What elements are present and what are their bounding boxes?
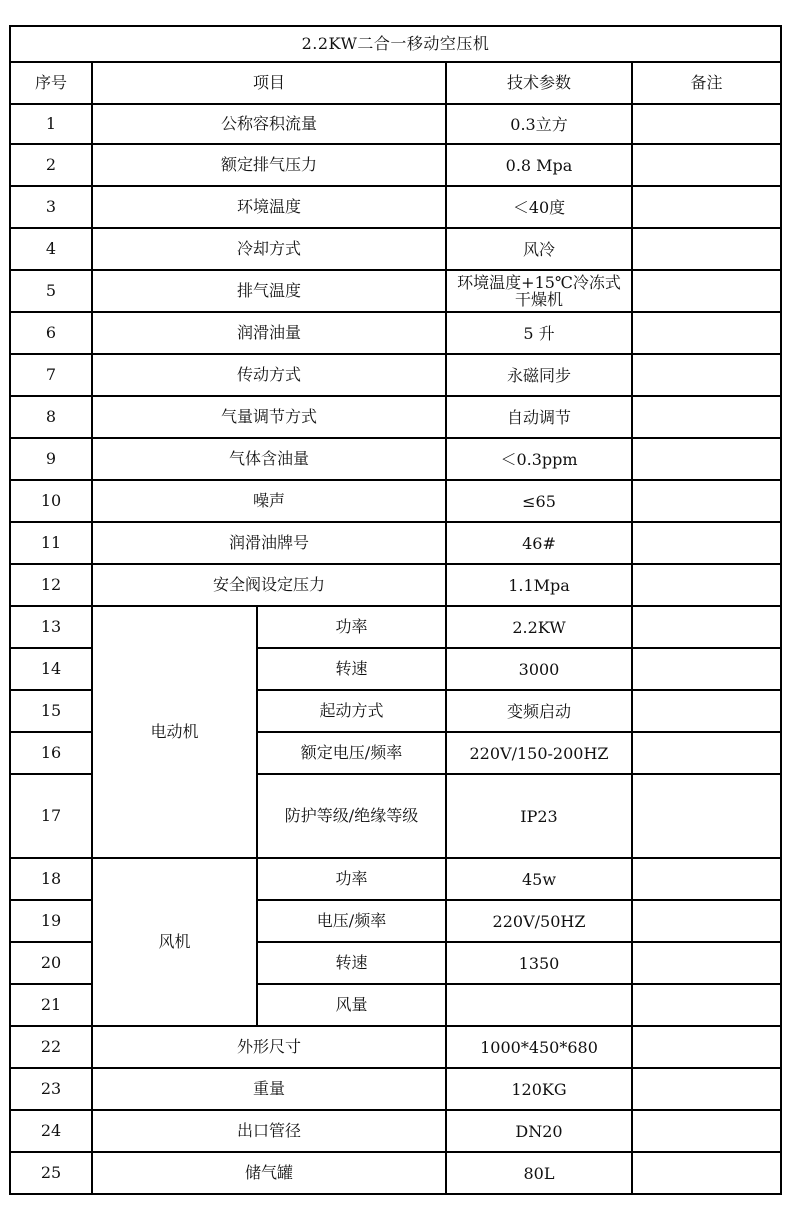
- item-name: 起动方式: [257, 690, 446, 732]
- item-name: 环境温度: [92, 186, 446, 228]
- remark-cell: [632, 648, 781, 690]
- param-value-text: 2.2KW: [512, 617, 566, 637]
- item-name: 储气罐: [92, 1152, 446, 1194]
- item-name: 公称容积流量: [92, 104, 446, 144]
- param-value-text: 变频启动: [506, 701, 571, 721]
- remark-cell: [632, 732, 781, 774]
- item-name: 功率: [257, 858, 446, 900]
- item-name: 润滑油量: [92, 312, 446, 354]
- remark-cell: [632, 228, 781, 270]
- row-number: 12: [10, 564, 92, 606]
- remark-cell: [632, 354, 781, 396]
- table-row: [10, 1152, 781, 1194]
- row-number: 21: [10, 984, 92, 1026]
- table-row: [10, 186, 781, 228]
- remark-cell: [632, 690, 781, 732]
- row-number: 14: [10, 648, 92, 690]
- row-number: 23: [10, 1068, 92, 1110]
- param-value: [446, 774, 632, 858]
- param-value-text: 46#: [522, 533, 556, 553]
- row-number: 25: [10, 1152, 92, 1194]
- remark-cell: [632, 900, 781, 942]
- remark-cell: [632, 270, 781, 312]
- param-value-text: 3000: [518, 659, 560, 679]
- param-value: [446, 312, 632, 354]
- table-row: [10, 104, 781, 144]
- param-value: [446, 186, 632, 228]
- header-remark: 备注: [632, 62, 781, 104]
- param-value-text: 1350: [518, 953, 560, 973]
- remark-cell: [632, 858, 781, 900]
- param-value-text: ≤65: [522, 491, 556, 511]
- group-fan: 风机: [92, 858, 257, 1026]
- row-number: 16: [10, 732, 92, 774]
- item-name: 气量调节方式: [92, 396, 446, 438]
- param-value: [446, 522, 632, 564]
- table-title: 2.2KW二合一移动空压机: [10, 26, 781, 62]
- remark-cell: [632, 480, 781, 522]
- param-value: [446, 438, 632, 480]
- item-name: 功率: [257, 606, 446, 648]
- item-name: 噪声: [92, 480, 446, 522]
- table-row: [10, 228, 781, 270]
- row-number: 3: [10, 186, 92, 228]
- remark-cell: [632, 104, 781, 144]
- remark-cell: [632, 144, 781, 186]
- row-number: 2: [10, 144, 92, 186]
- param-value: [446, 1152, 632, 1194]
- header-row: [10, 62, 781, 104]
- row-number: 24: [10, 1110, 92, 1152]
- param-value-text: ＜0.3ppm: [500, 449, 578, 469]
- param-value-text: ＜40度: [512, 197, 566, 217]
- item-name: 额定排气压力: [92, 144, 446, 186]
- remark-cell: [632, 1026, 781, 1068]
- param-value-text: 1.1Mpa: [508, 575, 570, 595]
- param-value-text: 80L: [523, 1163, 555, 1183]
- param-value-text: IP23: [520, 806, 558, 826]
- param-value-text: 220V/50HZ: [492, 911, 586, 931]
- remark-cell: [632, 1068, 781, 1110]
- param-value: [446, 690, 632, 732]
- table-row: [10, 1026, 781, 1068]
- row-number: 5: [10, 270, 92, 312]
- table-row: [10, 564, 781, 606]
- item-name: 冷却方式: [92, 228, 446, 270]
- param-value: [446, 942, 632, 984]
- param-value: [446, 1110, 632, 1152]
- param-value: [446, 396, 632, 438]
- remark-cell: [632, 1110, 781, 1152]
- param-value-text: 0.8 Mpa: [505, 155, 573, 175]
- table-row: [10, 312, 781, 354]
- remark-cell: [632, 1152, 781, 1194]
- item-name: 排气温度: [92, 270, 446, 312]
- remark-cell: [632, 522, 781, 564]
- param-value-text: 120KG: [511, 1079, 567, 1099]
- param-value-text: 5 升: [523, 323, 555, 343]
- table-row: [10, 1068, 781, 1110]
- header-item: 项目: [92, 62, 446, 104]
- param-value: [446, 858, 632, 900]
- remark-cell: [632, 396, 781, 438]
- remark-cell: [632, 606, 781, 648]
- remark-cell: [632, 774, 781, 858]
- item-name: 安全阀设定压力: [92, 564, 446, 606]
- table-row: [10, 480, 781, 522]
- item-name: 润滑油牌号: [92, 522, 446, 564]
- item-name: 转速: [257, 648, 446, 690]
- item-name: 防护等级/绝缘等级: [257, 774, 446, 858]
- item-name: 风量: [257, 984, 446, 1026]
- row-number: 17: [10, 774, 92, 858]
- table-row: [10, 270, 781, 312]
- remark-cell: [632, 186, 781, 228]
- row-number: 4: [10, 228, 92, 270]
- param-value-text: 1000*450*680: [480, 1037, 598, 1057]
- item-name: 电压/频率: [257, 900, 446, 942]
- param-value: [446, 564, 632, 606]
- remark-cell: [632, 942, 781, 984]
- remark-cell: [632, 564, 781, 606]
- row-number: 11: [10, 522, 92, 564]
- item-name: 气体含油量: [92, 438, 446, 480]
- row-number: 13: [10, 606, 92, 648]
- row-number: 22: [10, 1026, 92, 1068]
- param-value-text: DN20: [515, 1121, 563, 1141]
- table-row: [10, 606, 781, 648]
- table-row: [10, 396, 781, 438]
- param-value-text: 永磁同步: [506, 365, 571, 385]
- param-value: [446, 144, 632, 186]
- header-param: 技术参数: [446, 62, 632, 104]
- item-name: 重量: [92, 1068, 446, 1110]
- param-value: [446, 228, 632, 270]
- title-row: [10, 26, 781, 62]
- item-name: 传动方式: [92, 354, 446, 396]
- row-number: 10: [10, 480, 92, 522]
- table-row: [10, 438, 781, 480]
- remark-cell: [632, 984, 781, 1026]
- group-motor: 电动机: [92, 606, 257, 858]
- row-number: 9: [10, 438, 92, 480]
- row-number: 6: [10, 312, 92, 354]
- param-value: [446, 480, 632, 522]
- param-value: [446, 648, 632, 690]
- param-value-text: 风冷: [522, 239, 555, 259]
- param-value: [446, 1068, 632, 1110]
- item-name: 外形尺寸: [92, 1026, 446, 1068]
- param-value-text: 220V/150-200HZ: [469, 743, 609, 763]
- item-name: 额定电压/频率: [257, 732, 446, 774]
- table-row: [10, 1110, 781, 1152]
- row-number: 8: [10, 396, 92, 438]
- table-row: [10, 354, 781, 396]
- param-value: [446, 900, 632, 942]
- param-value: [446, 606, 632, 648]
- row-number: 20: [10, 942, 92, 984]
- remark-cell: [632, 438, 781, 480]
- row-number: 19: [10, 900, 92, 942]
- param-value: [446, 104, 632, 144]
- table-row: [10, 144, 781, 186]
- remark-cell: [632, 312, 781, 354]
- table-row: [10, 858, 781, 900]
- row-number: 1: [10, 104, 92, 144]
- spec-table: [9, 25, 782, 1195]
- row-number: 7: [10, 354, 92, 396]
- param-value-text: 自动调节: [506, 407, 571, 427]
- param-value-text: 环境温度+15℃冷冻式干燥机: [457, 273, 621, 309]
- param-value: [446, 354, 632, 396]
- header-no: 序号: [10, 62, 92, 104]
- param-value-text: 0.3立方: [510, 114, 568, 134]
- item-name: 转速: [257, 942, 446, 984]
- param-value: [446, 1026, 632, 1068]
- item-name: 出口管径: [92, 1110, 446, 1152]
- param-value: [446, 270, 632, 312]
- param-value-text: 45w: [521, 869, 557, 889]
- row-number: 15: [10, 690, 92, 732]
- row-number: 18: [10, 858, 92, 900]
- param-value: [446, 984, 632, 1026]
- param-value: [446, 732, 632, 774]
- table-row: [10, 522, 781, 564]
